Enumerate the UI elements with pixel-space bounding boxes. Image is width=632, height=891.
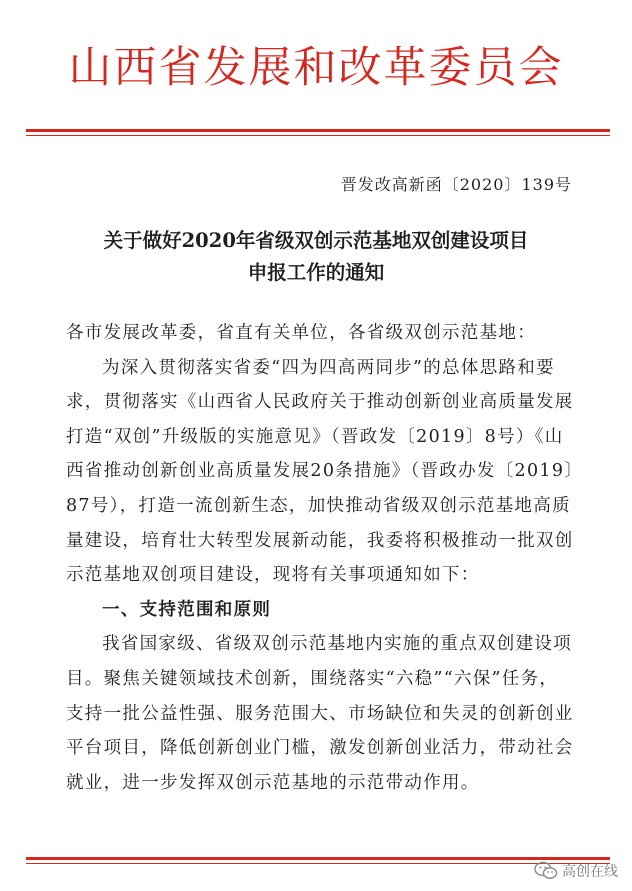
paragraph-line: 打造“双创”升级版的实施意见》（晋政发〔2019〕8号）《山 <box>66 426 564 447</box>
paragraph-line: 我省国家级、省级双创示范基地内实施的重点双创建设项 <box>102 634 572 655</box>
document-number: 晋发改高新函〔2020〕139号 <box>340 175 572 194</box>
section-heading: 一、支持范围和原则 <box>102 599 272 620</box>
paragraph-line: 就业，进一步发挥双创示范基地的示范带动作用。 <box>66 772 480 793</box>
paragraph-line: 目。聚焦关键领域技术创新，围绕落实“六稳”“六保”任务， <box>66 668 559 689</box>
paragraph-line: 量建设，培育壮大转型发展新动能，我委将积极推动一批双创 <box>66 530 574 551</box>
top-red-rule-thin <box>26 135 610 136</box>
bottom-red-rule-thin <box>26 863 610 864</box>
paragraph-line: 示范基地双创项目建设，现将有关事项通知如下： <box>66 565 480 586</box>
paragraph-line: 求，贯彻落实《山西省人民政府关于推动创新创业高质量发展 <box>66 392 574 413</box>
paragraph-line: 平台项目，降低创新创业门槛，激发创新创业活力，带动社会 <box>66 738 574 759</box>
paragraph-line: 支持一批公益性强、服务范围大、市场缺位和失灵的创新创业 <box>66 703 574 724</box>
watermark-text: 高创在线 <box>562 864 618 880</box>
title-line: 关于做好2020年省级双创示范基地双创建设项目 <box>103 229 529 252</box>
title-line: 申报工作的通知 <box>247 261 385 284</box>
document-body <box>66 316 584 800</box>
paragraph-line: 87号），打造一流创新生态，加快推动省级双创示范基地高质 <box>66 495 571 516</box>
org-masthead: 山西省发展和改革委员会 <box>68 43 564 93</box>
bottom-red-rule <box>26 857 610 860</box>
document-title <box>0 225 632 289</box>
wechat-icon <box>534 861 558 881</box>
paragraph-line: 为深入贯彻落实省委“四为四高两同步”的总体思路和要 <box>102 357 555 378</box>
top-red-rule <box>26 129 610 132</box>
salutation: 各市发展改革委，省直有关单位，各省级双创示范基地： <box>66 323 536 343</box>
paragraph-line: 西省推动创新创业高质量发展20条措施》（晋政办发〔2019〕 <box>66 461 584 482</box>
wechat-watermark <box>534 861 618 881</box>
